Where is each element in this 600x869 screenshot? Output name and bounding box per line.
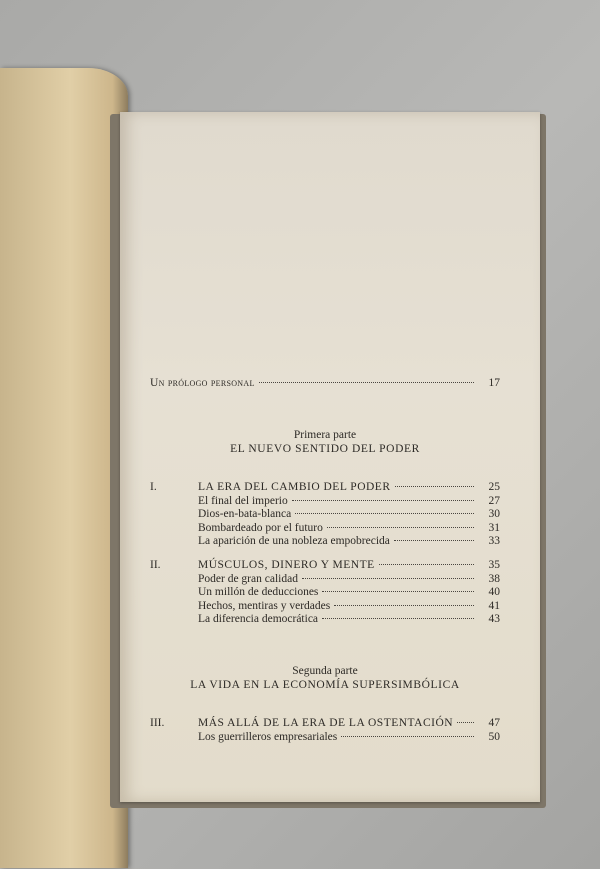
section-page: 30 <box>488 508 500 520</box>
chapter-1-number: I. <box>150 481 157 493</box>
section-label: La diferencia democrática <box>198 613 319 625</box>
toc-row-section <box>198 508 500 522</box>
toc-leader-dots <box>394 540 474 541</box>
section-label: Bombardeado por el futuro <box>198 521 323 534</box>
chapter-1-title: LA ERA DEL CAMBIO DEL PODER <box>198 481 391 493</box>
toc-leader-dots <box>295 513 474 514</box>
toc-row-chapter-3 <box>198 717 500 731</box>
chapter-3-page: 47 <box>488 717 500 729</box>
chapter-2-title: MÚSCULOS, DINERO Y MENTE <box>198 559 375 571</box>
toc-row-prologue <box>150 377 500 391</box>
section-page: 43 <box>488 613 500 625</box>
toc-leader-dots <box>395 486 475 487</box>
part-two-heading <box>150 664 500 692</box>
toc-leader-dots <box>327 527 474 528</box>
toc-row-chapter-1 <box>198 481 500 495</box>
toc-row-section <box>198 731 500 745</box>
section-label: Poder de gran calidad <box>198 572 298 585</box>
toc-leader-dots <box>457 722 474 723</box>
toc-leader-dots <box>341 736 474 737</box>
section-page: 38 <box>488 572 500 585</box>
toc-row-section <box>198 586 500 600</box>
chapter-3 <box>150 717 500 744</box>
part-two-title: LA VIDA EN LA ECONOMÍA SUPERSIMBÓLICA <box>190 679 460 691</box>
section-page: 50 <box>488 730 500 743</box>
toc-leader-dots <box>334 605 474 606</box>
chapter-3-number: III. <box>150 717 165 729</box>
right-page <box>120 112 540 802</box>
toc-leader-dots <box>322 618 474 619</box>
section-label: La aparición de una nobleza empobrecida <box>198 535 390 547</box>
chapter-2-number: II. <box>150 559 161 571</box>
part-one-label: Primera parte <box>293 429 357 441</box>
section-label: El final del imperio <box>198 494 288 507</box>
chapter-1-page: 25 <box>488 481 500 493</box>
toc-row-section <box>198 613 500 627</box>
chapter-1 <box>150 481 500 549</box>
left-page <box>0 68 128 868</box>
section-label: Dios-en-bata-blanca <box>198 508 292 520</box>
section-page: 41 <box>488 599 500 612</box>
toc-prologue-label: Un prólogo personal <box>150 377 255 389</box>
toc-prologue-page: 17 <box>488 377 500 389</box>
toc-row-section <box>198 600 500 614</box>
section-page: 33 <box>488 535 500 547</box>
toc-leader-dots <box>322 591 474 592</box>
part-one-heading <box>150 428 500 456</box>
part-one-title: EL NUEVO SENTIDO DEL PODER <box>230 443 420 455</box>
chapter-2-page: 35 <box>488 559 500 571</box>
section-label: Hechos, mentiras y verdades <box>198 599 331 612</box>
toc-leader-dots <box>379 564 474 565</box>
section-label: Los guerrilleros empresariales <box>198 730 338 743</box>
toc-leader-dots <box>302 578 474 579</box>
section-page: 40 <box>488 586 500 598</box>
toc-row-section <box>198 573 500 587</box>
table-of-contents <box>150 0 500 743</box>
part-two-label: Segunda parte <box>292 665 358 677</box>
section-page: 31 <box>488 521 500 534</box>
section-page: 27 <box>488 494 500 507</box>
toc-row-section <box>198 522 500 536</box>
toc-row-chapter-2 <box>198 559 500 573</box>
toc-row-section <box>198 535 500 549</box>
section-label: Un millón de deducciones <box>198 586 319 598</box>
chapter-2 <box>150 559 500 627</box>
toc-leader-dots <box>259 382 474 383</box>
chapter-3-title: MÁS ALLÁ DE LA ERA DE LA OSTENTACIÓN <box>198 717 454 729</box>
toc-leader-dots <box>292 500 474 501</box>
toc-row-section <box>198 495 500 509</box>
